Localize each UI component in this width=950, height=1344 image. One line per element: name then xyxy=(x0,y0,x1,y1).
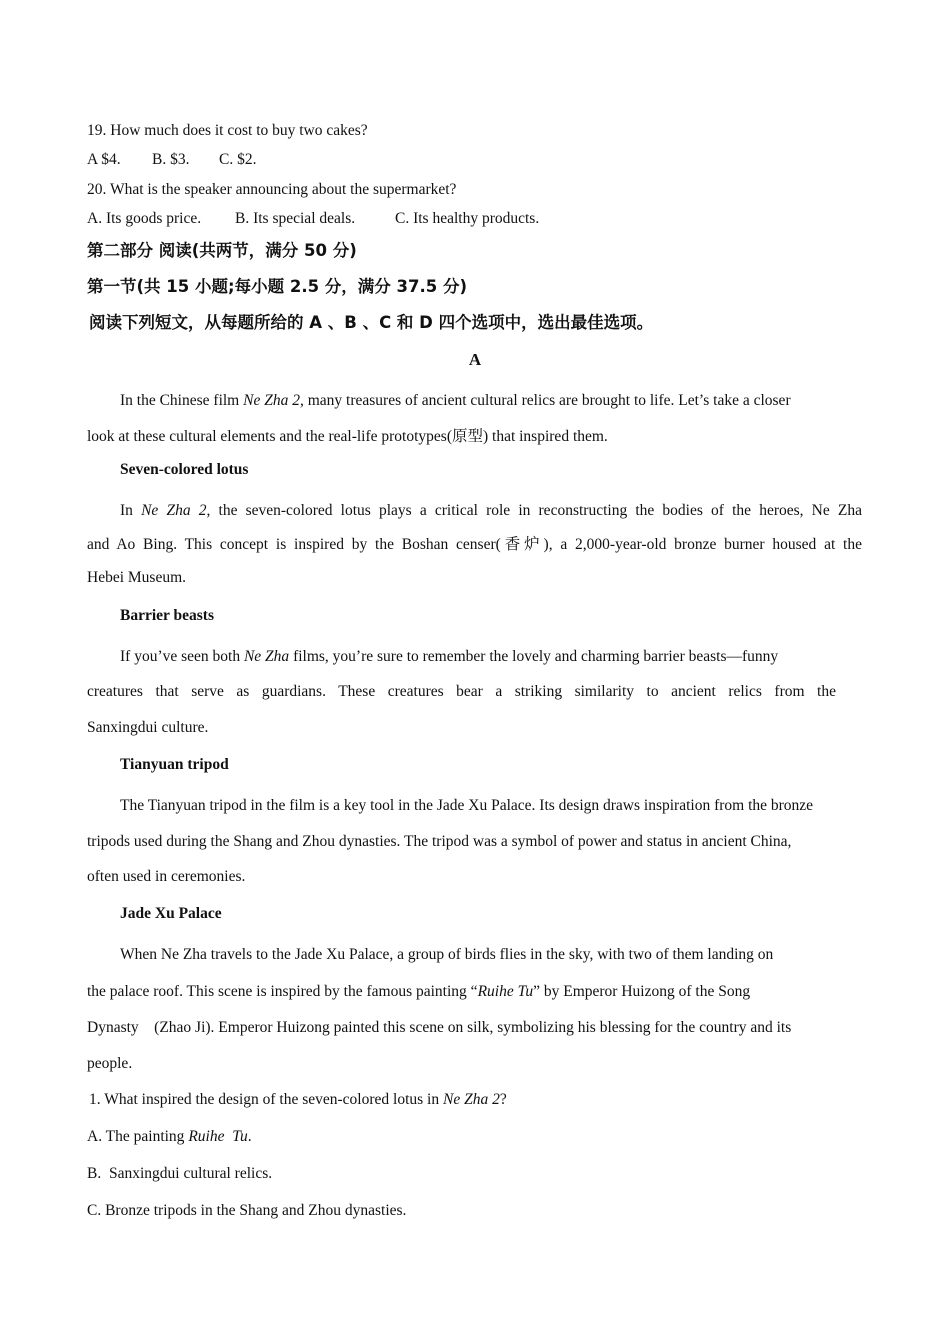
option-1-b: B. Sanxingdui cultural relics. xyxy=(87,1165,273,1182)
lotus-text: , the seven-colored lotus plays a critical role in reconstructing the bodies of the heroes, Ne Zha xyxy=(206,502,863,519)
painting-title: Ruihe Tu xyxy=(477,983,534,1000)
lotus-line-1 xyxy=(120,501,862,521)
lotus-line-3: Hebei Museum. xyxy=(87,569,187,586)
section-title-palace: Jade Xu Palace xyxy=(120,905,222,922)
film-title: Ne Zha 2 xyxy=(141,502,207,519)
option-20-a: A. Its goods price. xyxy=(87,210,202,227)
part2-heading: 第二部分 阅读(共两节，满分 50 分) xyxy=(87,241,357,260)
question-20-text: 20. What is the speaker announcing about the supermarket? xyxy=(87,181,457,198)
section-title-beasts: Barrier beasts xyxy=(120,607,214,624)
beasts-text: If you’ve seen both xyxy=(120,648,244,665)
intro-line-2: look at these cultural elements and the real-life prototypes(原型) that inspired them. xyxy=(87,428,608,445)
option-1-c: C. Bronze tripods in the Shang and Zhou dynasties. xyxy=(87,1202,407,1219)
palace-line-4: people. xyxy=(87,1055,133,1072)
tripod-line-1: The Tianyuan tripod in the film is a key tool in the Jade Xu Palace. Its design draws inspiration from the bronze xyxy=(120,797,814,814)
section-title-lotus: Seven-colored lotus xyxy=(120,461,249,478)
question-20 xyxy=(87,180,456,200)
reading-instruction: 阅读下列短文，从每题所给的 A 、B 、C 和 D 四个选项中，选出最佳选项。 xyxy=(89,313,654,332)
question-20-options xyxy=(87,209,539,229)
beasts-line-2: creatures that serve as guardians. These creatures bear a striking similarity to ancient relics from the xyxy=(87,683,836,700)
lotus-line-2: and Ao Bing. This concept is inspired by the Boshan censer(香炉), a 2,000-year-old bronze burner housed at the xyxy=(87,536,862,553)
option-1-a xyxy=(87,1127,252,1147)
option-19-c: C. $2. xyxy=(219,151,257,168)
option-19-a: A $4. xyxy=(87,151,121,168)
question-19-text: 19. How much does it cost to buy two cakes? xyxy=(87,122,368,139)
section-title-tripod: Tianyuan tripod xyxy=(120,756,229,773)
tripod-line-2: tripods used during the Shang and Zhou dynasties. The tripod was a symbol of power and status in ancient China, xyxy=(87,833,792,850)
section1-heading: 第一节(共 15 小题;每小题 2.5 分，满分 37.5 分) xyxy=(87,277,468,296)
intro-text: In the Chinese film xyxy=(120,392,244,409)
option-text: . xyxy=(247,1128,252,1145)
beasts-line-3: Sanxingdui culture. xyxy=(87,719,209,736)
painting-title: Ruihe Tu xyxy=(188,1128,248,1145)
intro-line-1 xyxy=(120,391,791,411)
question-1-text: ? xyxy=(499,1091,507,1108)
option-20-b: B. Its special deals. xyxy=(235,210,356,227)
film-title: Ne Zha 2 xyxy=(442,1091,500,1108)
lotus-text: In xyxy=(120,502,142,519)
film-title: Ne Zha 2 xyxy=(243,392,300,409)
palace-line-1: When Ne Zha travels to the Jade Xu Palace, a group of birds flies in the sky, with two of them landing on xyxy=(120,946,774,963)
beasts-text: films, you’re sure to remember the lovely and charming barrier beasts—funny xyxy=(289,648,779,665)
tripod-line-3: often used in ceremonies. xyxy=(87,868,246,885)
option-20-c: C. Its healthy products. xyxy=(395,210,540,227)
palace-text: the palace roof. This scene is inspired by the famous painting “ xyxy=(87,983,478,1000)
beasts-line-1 xyxy=(120,647,778,667)
passage-label: A xyxy=(468,350,482,369)
option-19-b: B. $3. xyxy=(152,151,190,168)
palace-text: ” by Emperor Huizong of the Song xyxy=(533,983,751,1000)
palace-line-2 xyxy=(87,982,750,1002)
film-title: Ne Zha xyxy=(243,648,290,665)
question-1-text: 1. What inspired the design of the seven-colored lotus in xyxy=(89,1091,443,1108)
question-19 xyxy=(87,121,368,141)
question-1 xyxy=(89,1090,507,1110)
question-19-options xyxy=(87,150,256,170)
palace-line-3: Dynasty (Zhao Ji). Emperor Huizong painted this scene on silk, symbolizing his blessing for the country and its xyxy=(87,1019,792,1036)
option-text: A. The painting xyxy=(87,1128,189,1145)
intro-text: , many treasures of ancient cultural relics are brought to life. Let’s take a closer xyxy=(299,392,791,409)
